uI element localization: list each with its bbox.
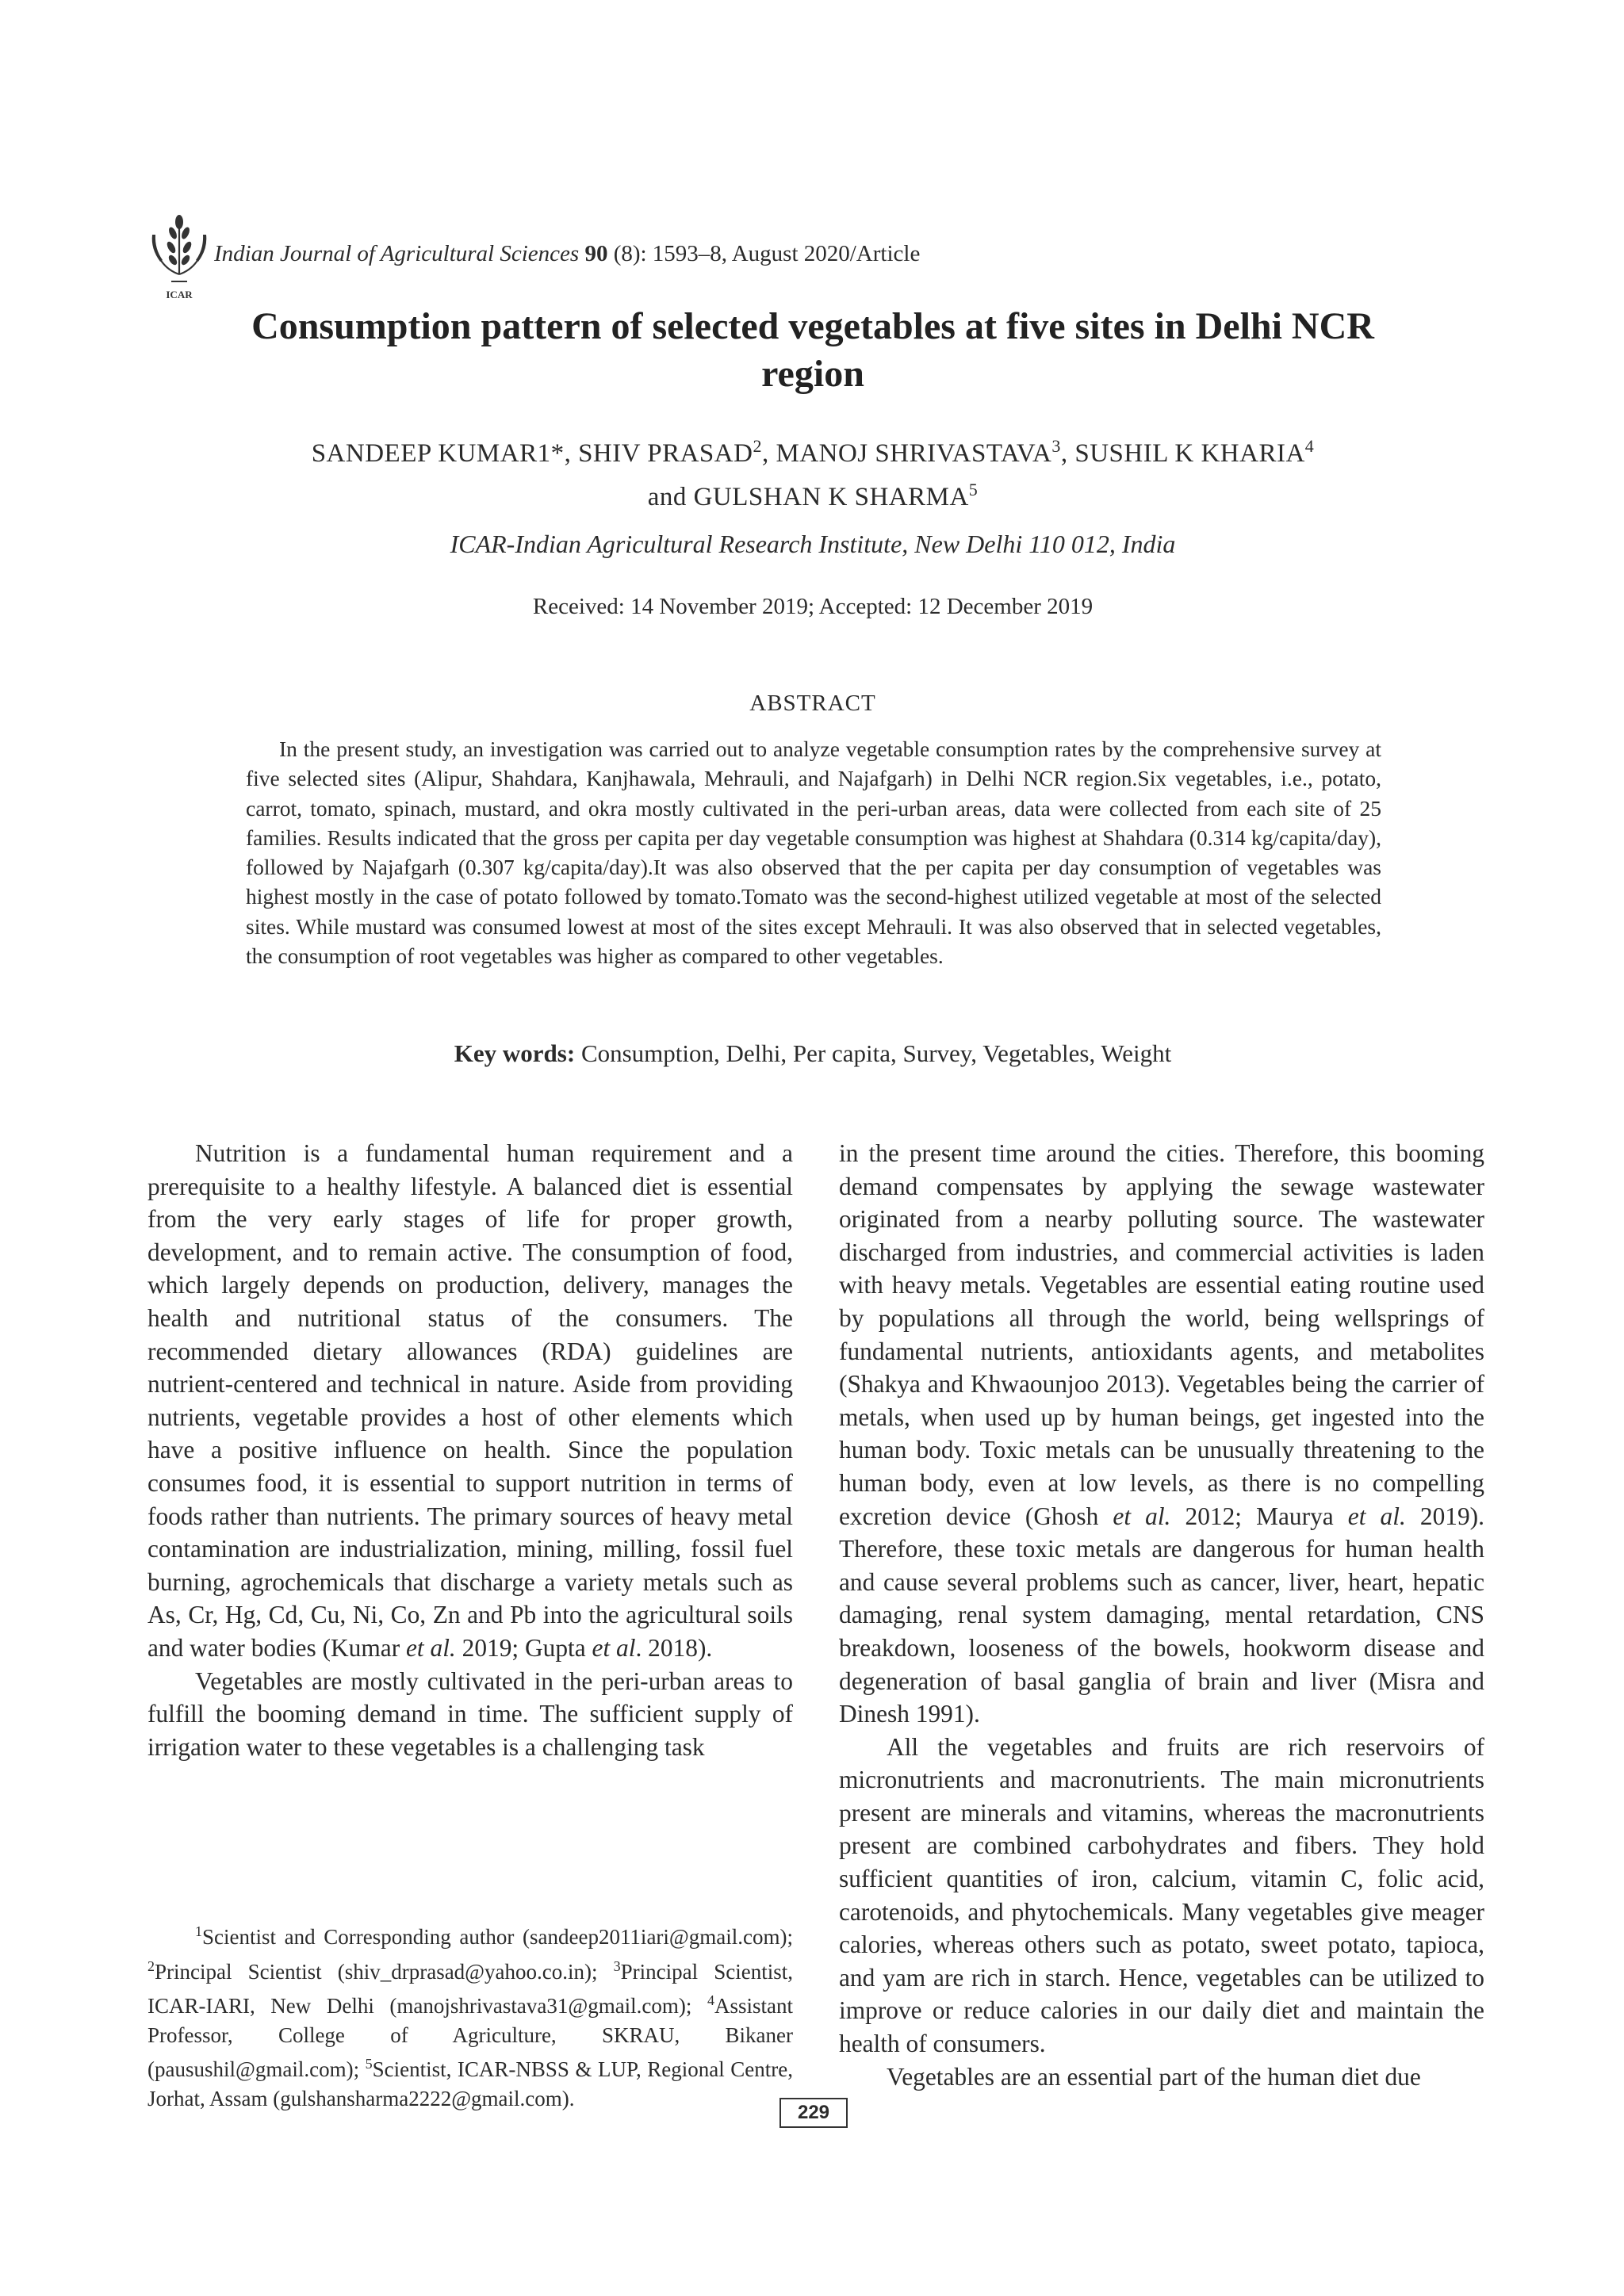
body-paragraph [147, 1137, 793, 1665]
paragraph-text: Nutrition is a fundamental human requirement and a prerequisite to a healthy lifestyle. A balanced diet is essential from the very early stages of life for proper growth, development, and to remain active. The consumption of food, which largely depends on production, delivery, manages the health and nutritional status of the consumers. The recommended dietary allowances (RDA) guidelines are nutrient-centered and technical in nature. Aside from providing nutrients, vegetable provides a host of other elements which have a positive influence on health. Since the population consumes food, it is essential to support nutrition in terms of foods rather than nutrients. The primary sources of heavy metal contamination are industrialization, mining, milling, fossil fuel burning, agrochemicals that discharge a variety metals such as As, Cr, Hg, Cd, Cu, Ni, Co, Zn and Pb into the agricultural soils and water bodies (Kumar [147, 1139, 793, 1662]
affiliation: ICAR-Indian Agricultural Research Institute, New Delhi 110 012, India [450, 530, 1176, 558]
author-3: , MANOJ SHRIVASTAVA [761, 439, 1052, 468]
author-1-2: SANDEEP KUMAR1*, SHIV PRASAD [311, 439, 753, 468]
body-paragraph: Vegetables are mostly cultivated in the peri-urban areas to fulfill the booming demand in time. The sufficient supply of irrigation water to these vegetables is a challenging task [147, 1667, 793, 1761]
citation-etal: et al. [406, 1633, 456, 1662]
footnote-marker: 3 [613, 1957, 621, 1974]
paragraph-text: 2019). Therefore, these toxic metals are dangerous for human health and cause several problems such as cancer, liver, heart, hepatic damaging, renal system damaging, mental retardation, CNS breakdown, looseness of the bowels, hookworm disease and degeneration of basal ganglia of brain and liver (Misra and Dinesh 1991). [839, 1502, 1484, 1728]
footnote-marker: 2 [147, 1957, 155, 1974]
abstract-text: In the present study, an investigation was carried out to analyze vegetable consumption rates by the comprehensive survey at five selected sites (Alipur, Shahdara, Kanjhawala, Mehrauli, and Najafgarh) in Delhi NCR region.Six vegetables, i.e., potato, carrot, tomato, spinach, mustard, and okra mostly cultivated in the peri-urban areas, data were collected from each site of 25 families. Results indicated that the gross per capita per day vegetable consumption was highest at Shahdara (0.314 kg/capita/day), followed by Najafgarh (0.307 kg/capita/day).It was also observed that the per capita per day consumption of vegetables was highest mostly in the case of potato followed by tomato.Tomato was the second-highest utilized vegetable at most of the selected sites. While mustard was consumed lowest at most of the sites except Mehrauli. It was also observed that in selected vegetables, the consumption of root vegetables was higher as compared to other vegetables. [246, 737, 1381, 969]
journal-volume: 90 [584, 241, 608, 266]
footnote-marker: 5 [365, 2056, 373, 2072]
body-column-right [839, 1137, 1484, 2093]
footnote-text: Assistant Professor, College of Agriculture, SKRAU, Bikaner (pausushil@gmail.com); [147, 1994, 793, 2081]
author-marker: 4 [1304, 436, 1315, 456]
author-list [198, 428, 1427, 515]
paper-title: Consumption pattern of selected vegetables at five sites in Delhi NCR region [251, 305, 1374, 395]
paragraph-text: 2012; Maurya [1170, 1502, 1348, 1530]
received-dates: Received: 14 November 2019; Accepted: 12 December 2019 [532, 594, 1094, 619]
footnote-text: Principal Scientist, ICAR-IARI, New Delhi (manojshrivastava31@gmail.com); [147, 1959, 793, 2018]
author-footnote [147, 1917, 793, 2113]
footnote-text: Principal Scientist (shiv_drprasad@yahoo.co.in); [155, 1959, 614, 1984]
citation-etal: et al. [1113, 1502, 1171, 1530]
footnote-marker: 4 [707, 1992, 714, 2008]
footnote-marker: 1 [195, 1923, 202, 1939]
author-5: and GULSHAN K SHARMA [647, 483, 969, 511]
citation-etal: et al [592, 1633, 636, 1662]
abstract-heading: ABSTRACT [749, 691, 876, 716]
icar-logo [147, 211, 211, 303]
journal-citation [214, 241, 920, 267]
paragraph-text: 2019; Gupta [455, 1633, 592, 1662]
journal-name: Indian Journal of Agricultural Sciences [214, 241, 580, 266]
footnote-text: Scientist, ICAR-NBSS & LUP, Regional Centre, Jorhat, Assam (gulshansharma2222@gmail.com). [147, 2057, 794, 2110]
author-marker: 5 [968, 480, 979, 499]
keywords-label: Key words: [454, 1039, 576, 1067]
body-paragraph: All the vegetables and fruits are rich reservoirs of micronutrients and macronutrients. The main micronutrients present are minerals and vitamins, whereas the macronutrients present are combined carbohydrates and fibers. They hold sufficient quantities of iron, calcium, vitamin C, folic acid, carotenoids, and phytochemicals. Many vegetables give meager calories, whereas others such as potato, sweet potato, tapioca, and yam are rich in starch. Hence, vegetables can be utilized to improve or reduce calories in our daily diet and maintain the health of consumers. [839, 1732, 1484, 2058]
page-number: 229 [779, 2098, 848, 2128]
journal-issue-pages: (8): 1593–8, August 2020/Article [607, 241, 921, 266]
body-paragraph [839, 1137, 1484, 1731]
paragraph-text: . 2018). [635, 1633, 713, 1662]
footnote-text: Scientist and Corresponding author (sandeep2011iari@gmail.com); [202, 1925, 793, 1949]
keywords [238, 1039, 1388, 1068]
paragraph-text: in the present time around the cities. Therefore, this booming demand compensates by applying the sewage wastewater originated from a nearby polluting source. The wastewater discharged from industries, and commercial activities is laden with heavy metals. Vegetables are essential eating routine used by populations all through the world, being wellsprings of fundamental nutrients, antioxidants agents, and metabolites (Shakya and Khwaounjoo 2013). Vegetables being the carrier of metals, when used up by human beings, get ingested into the human body. Toxic metals can be unusually threatening to the human body, even at low levels, as there is no compelling excretion device (Ghosh [839, 1139, 1484, 1530]
author-marker: 2 [753, 436, 762, 456]
author-4: , SUSHIL K KHARIA [1060, 439, 1305, 468]
logo-text: ICAR [166, 289, 193, 300]
body-column-left [147, 1137, 793, 1763]
author-marker: 3 [1051, 436, 1061, 456]
body-paragraph: Vegetables are an essential part of the human diet due [887, 2062, 1421, 2091]
keywords-list: Consumption, Delhi, Per capita, Survey, Vegetables, Weight [575, 1039, 1172, 1067]
citation-etal: et al. [1347, 1502, 1406, 1530]
